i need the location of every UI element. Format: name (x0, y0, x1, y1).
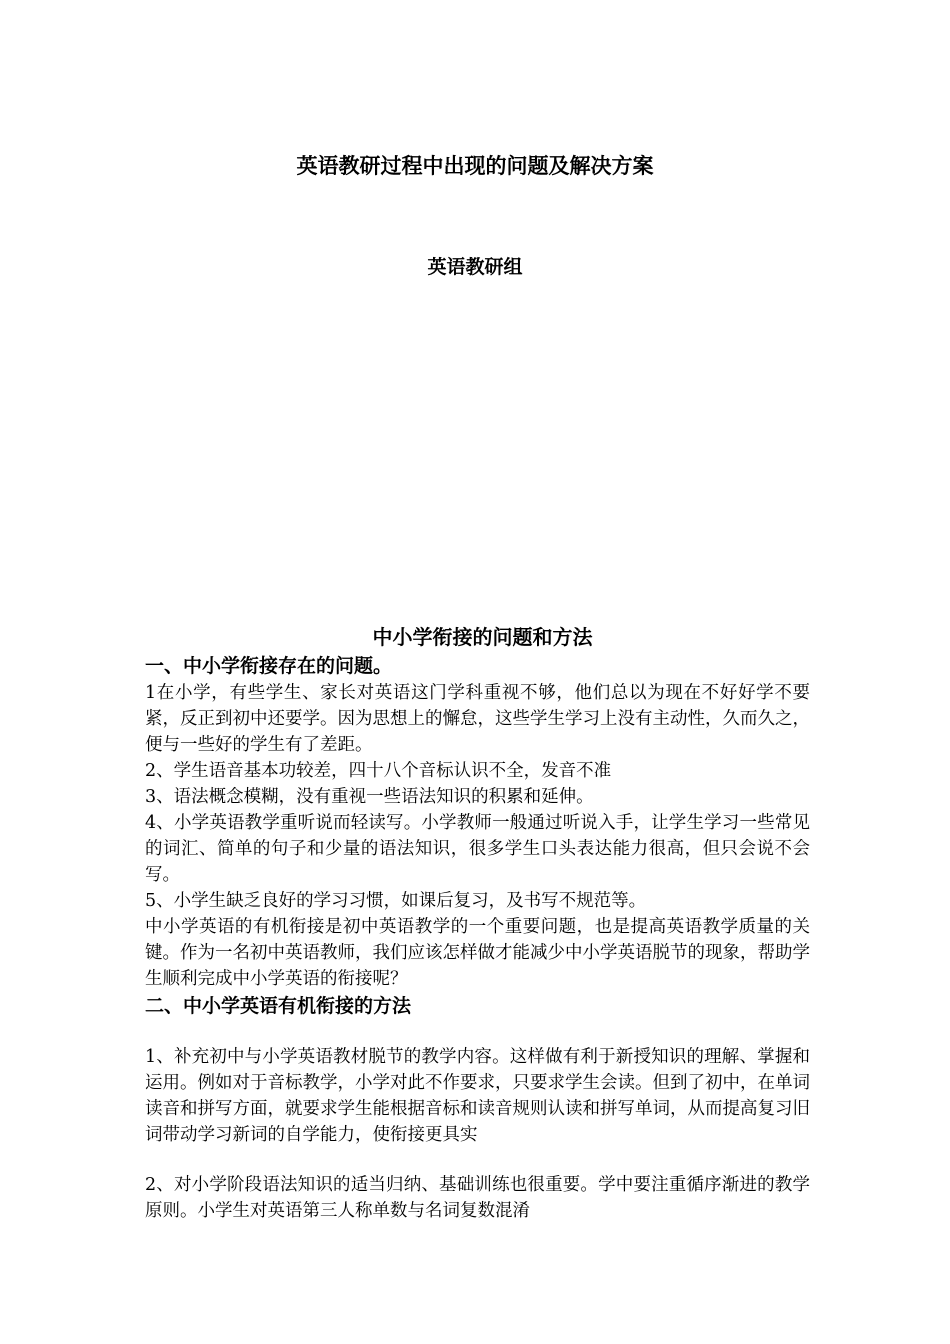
part1-item-2: 2、学生语音基本功较差，四十八个音标认识不全，发音不准 (145, 761, 612, 781)
part2-item-2: 2、对小学阶段语法知识的适当归纳、基础训练也很重要。学中要注重循序渐进的教学原则。小学生对英语第三人称单数与名词复数混淆 (145, 1175, 810, 1221)
part1-heading: 一、中小学衔接存在的问题。 (145, 655, 393, 677)
section-title: 中小学衔接的问题和方法 (372, 625, 593, 649)
document-author: 英语教研组 (427, 256, 523, 278)
paragraph-spacer (145, 1148, 810, 1172)
document-body (145, 622, 810, 1224)
part1-item-3: 3、语法概念模糊，没有重视一些语法知识的积累和延伸。 (145, 787, 594, 807)
document-title: 英语教研过程中出现的问题及解决方案 (296, 154, 654, 178)
part1-summary: 中小学英语的有机衔接是初中英语教学的一个重要问题，也是提高英语教学质量的关键。作为一名初中英语教师，我们应该怎样做才能减少中小学英语脱节的现象，帮助学生顺利完成中小学英语的衔接呢？ (145, 917, 810, 989)
part1-item-1: 1在小学，有些学生、家长对英语这门学科重视不够，他们总以为现在不好好学不要紧，反正到初中还要学。因为思想上的懈怠，这些学生学习上没有主动性，久而久之，便与一些好的学生有了差距。 (145, 683, 810, 755)
part1-item-5: 5、小学生缺乏良好的学习习惯，如课后复习，及书写不规范等。 (145, 891, 647, 911)
paragraph-spacer (145, 1020, 810, 1044)
part1-item-4: 4、小学英语教学重听说而轻读写。小学教师一般通过听说入手，让学生学习一些常见的词汇、简单的句子和少量的语法知识，很多学生口头表达能力很高，但只会说不会写。 (145, 813, 810, 885)
part2-heading: 二、中小学英语有机衔接的方法 (145, 995, 412, 1017)
part2-item-1: 1、补充初中与小学英语教材脱节的教学内容。这样做有利于新授知识的理解、掌握和运用。例如对于音标教学，小学对此不作要求，只要求学生会读。但到了初中，在单词读音和拼写方面，就要求学生能根据音标和读音规则认读和拼写单词，从而提高复习旧词带动学习新词的自学能力，使衔接更具实 (145, 1047, 810, 1145)
